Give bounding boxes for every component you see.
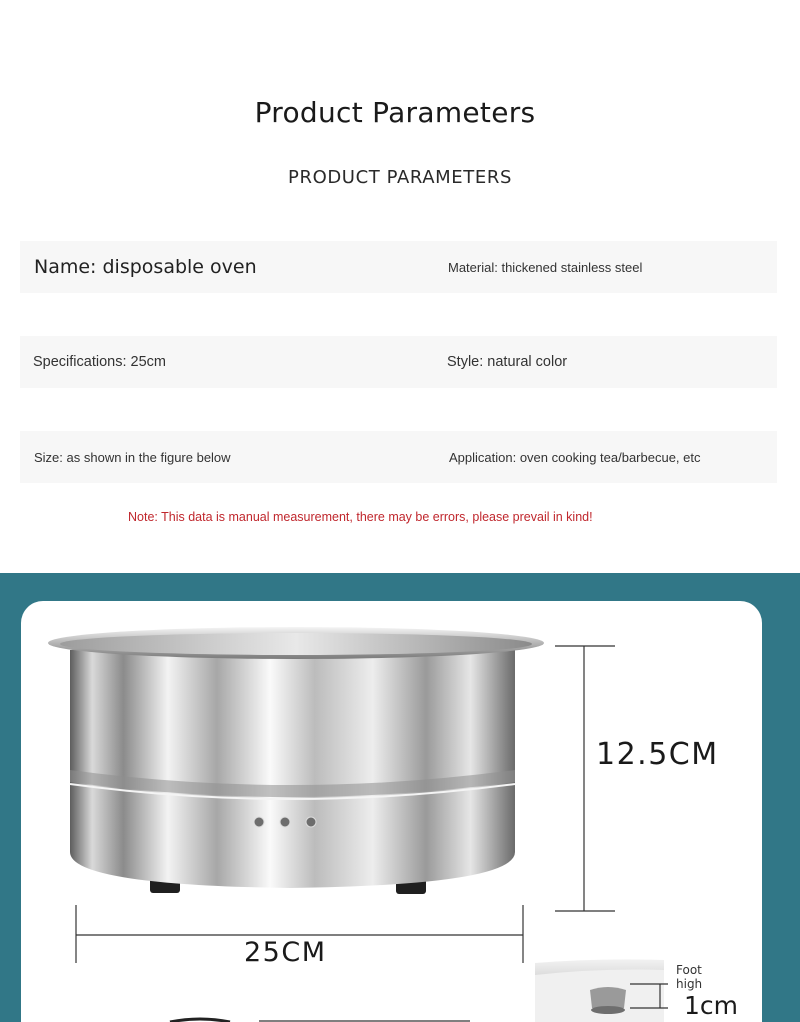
param-name: Name: disposable oven [34,256,257,278]
param-material: Material: thickened stainless steel [448,259,643,275]
measurement-note: Note: This data is manual measurement, there may be errors, please prevail in kind! [128,510,593,524]
param-style: Style: natural color [447,354,568,370]
param-application: Application: oven cooking tea/barbecue, etc [449,449,701,465]
param-size: Size: as shown in the figure below [34,449,231,465]
pot-bottom-inset [47,964,535,1022]
page-title: Product Parameters [254,96,536,129]
stainless-pot [48,627,544,888]
foot-height-label: Foot high [676,963,703,991]
param-specifications: Specifications: 25cm [33,354,166,370]
width-label: 25CM [244,937,327,968]
height-dimension-line [555,646,615,911]
height-label: 12.5CM [596,737,719,772]
foot-height-value: 1cm [684,991,739,1020]
page-subtitle: PRODUCT PARAMETERS [288,167,512,188]
